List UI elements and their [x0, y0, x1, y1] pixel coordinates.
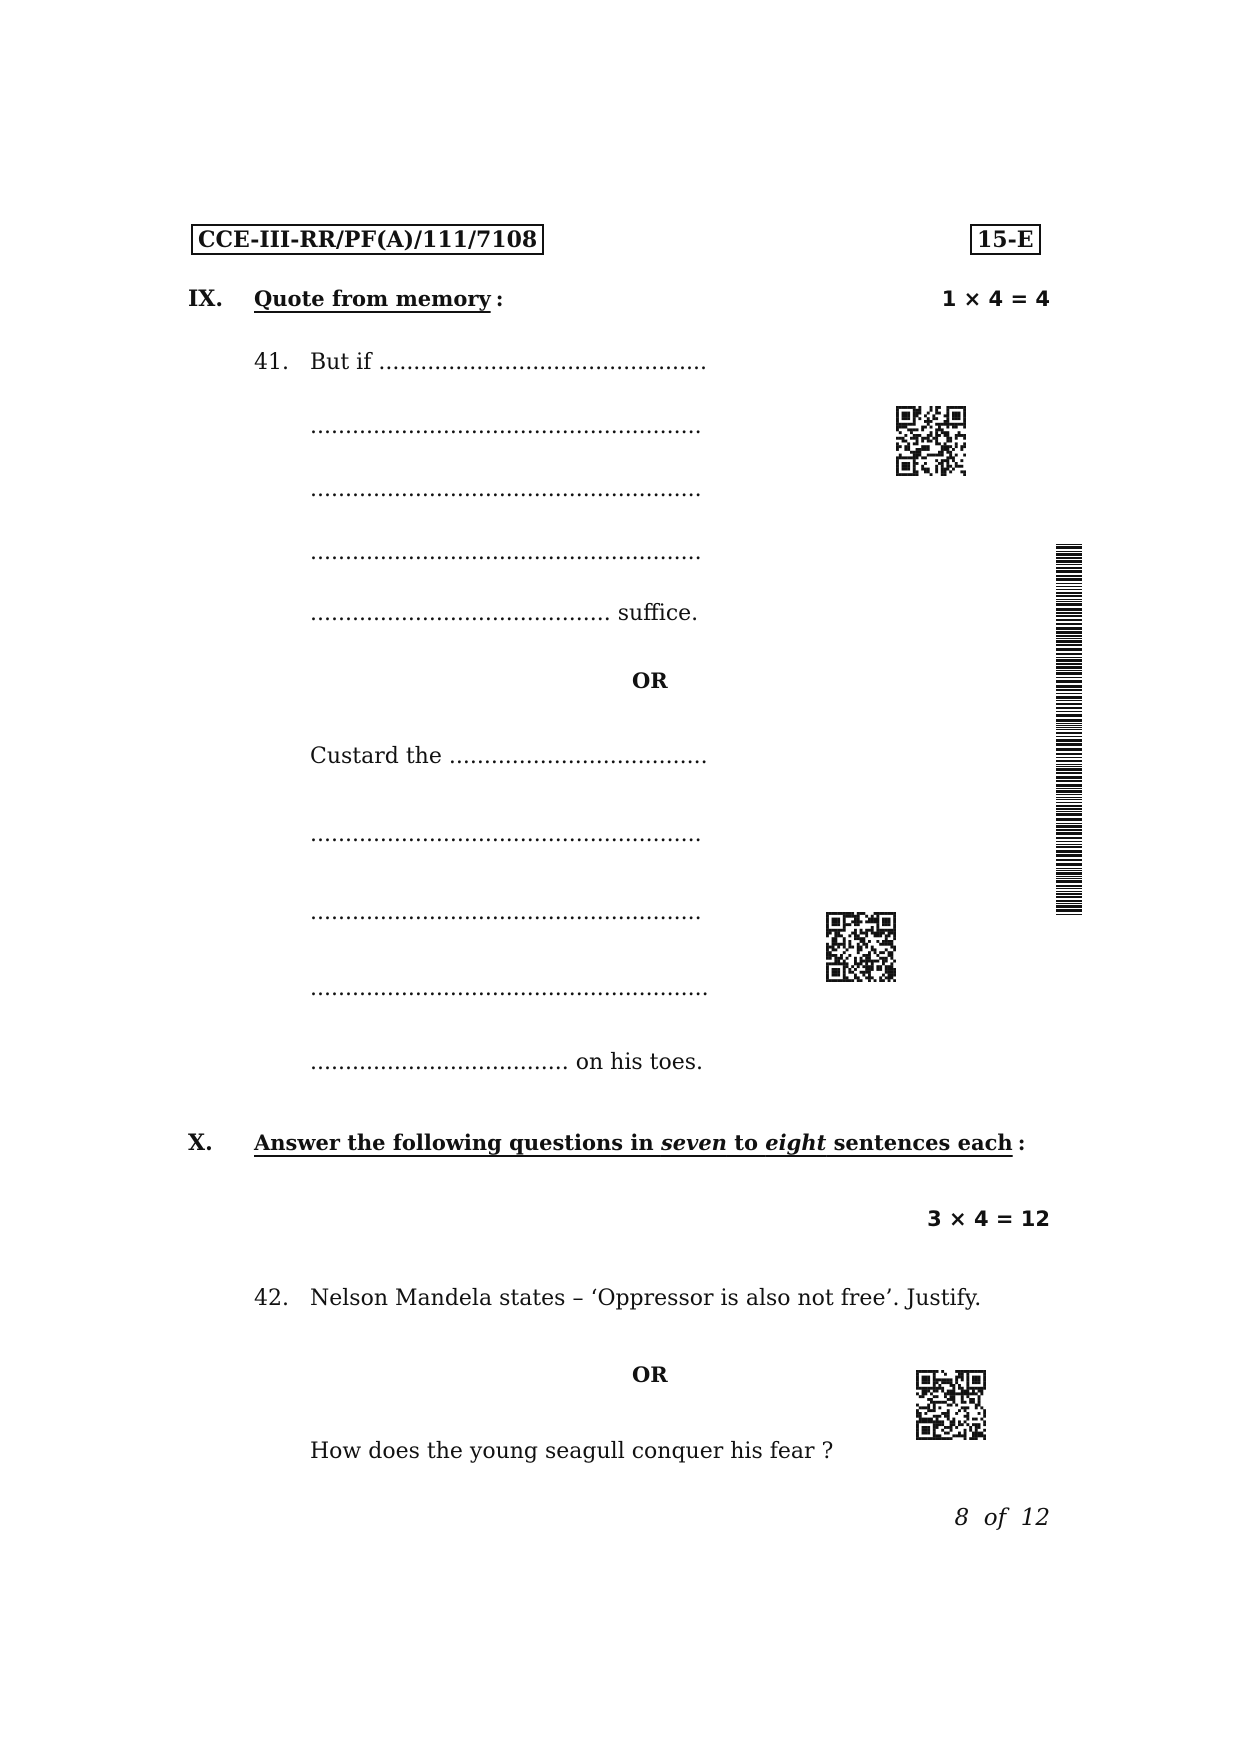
question-41-alt-line: ........................................................ [310, 900, 702, 925]
section-ix-colon: : [495, 286, 504, 311]
question-41-alt-line: Custard the ..................................... [310, 744, 708, 769]
section-x-title-em2: eight [765, 1130, 827, 1155]
section-x-marks: 3 × 4 = 12 [927, 1207, 1050, 1231]
question-42-alt-text: How does the young seagull conquer his fear ? [310, 1439, 834, 1464]
section-x-colon: : [1017, 1130, 1026, 1155]
version-code: 15-E [970, 224, 1041, 255]
question-41-line: But if ............................................... [310, 350, 708, 375]
section-x-title [254, 1130, 1013, 1155]
question-41-line: ........................................................ [310, 540, 702, 565]
section-ix-number: IX. [188, 286, 224, 312]
paper-code: CCE-III-RR/PF(A)/111/7108 [191, 224, 544, 255]
question-41-line: ........................................................ [310, 477, 702, 502]
page-number: 8 of 12 [954, 1505, 1050, 1531]
question-41-alt-line: ......................................................... [310, 976, 709, 1001]
section-ix-title: Quote from memory [254, 286, 491, 311]
qr-code-icon [826, 912, 896, 982]
section-x-number: X. [188, 1130, 213, 1156]
or-label: OR [632, 1362, 668, 1387]
section-ix-heading [254, 286, 504, 311]
section-x-title-prefix: Answer the following questions in [254, 1130, 661, 1155]
qr-code-icon [916, 1370, 986, 1440]
section-ix-marks: 1 × 4 = 4 [941, 287, 1050, 311]
section-x-heading [254, 1130, 1026, 1155]
or-label: OR [632, 668, 668, 693]
question-41-number: 41. [254, 350, 289, 375]
question-42-number: 42. [254, 1286, 289, 1311]
qr-code-icon [896, 406, 966, 476]
question-42-text: Nelson Mandela states – ‘Oppressor is also not free’. Justify. [310, 1286, 982, 1311]
barcode-icon [1056, 544, 1082, 918]
section-x-title-em1: seven [660, 1130, 727, 1155]
section-x-title-mid: to [726, 1130, 766, 1155]
question-41-line: ........................................................ [310, 414, 702, 439]
section-x-title-suffix: sentences each [826, 1130, 1013, 1155]
question-41-alt-line: ........................................................ [310, 822, 702, 847]
question-41-line: ........................................... suffice. [310, 601, 699, 626]
question-41-alt-line: ..................................... on his toes. [310, 1050, 704, 1075]
